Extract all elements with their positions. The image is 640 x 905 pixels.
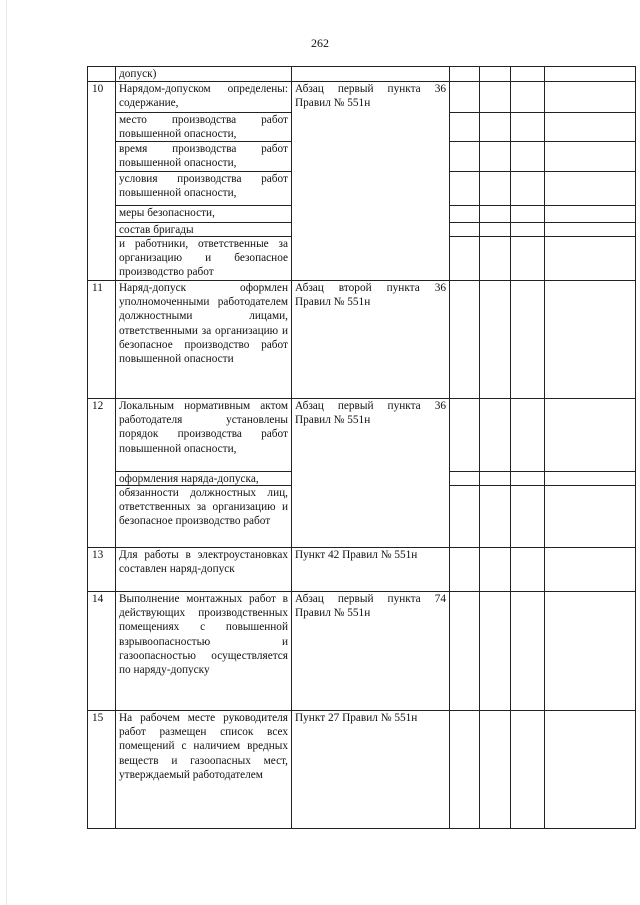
requirement-text: Локальным нормативным актом работодателя установлены порядок производства работ повышенной опасности, <box>116 399 291 472</box>
answer-na-cell[interactable] <box>511 711 545 829</box>
answer-no-subcell[interactable] <box>480 142 510 172</box>
note-subcell[interactable] <box>545 113 635 142</box>
table-row <box>88 281 636 399</box>
answer-no-subcell[interactable] <box>480 281 510 398</box>
answer-yes-subcell[interactable] <box>450 67 479 81</box>
answer-na-subcell[interactable] <box>511 82 544 113</box>
answer-no-subcell[interactable] <box>480 711 510 828</box>
answer-na-subcell[interactable] <box>511 142 544 172</box>
note-cell[interactable] <box>545 592 636 711</box>
note-subcell[interactable] <box>545 592 635 710</box>
row-number: 11 <box>88 281 116 399</box>
answer-yes-subcell[interactable] <box>450 548 479 591</box>
requirement-text: Выполнение монтажных работ в действующих производственных помещениях с повышенной взрывоопасностью и газоопасностью осуществляется по наряду-допуску <box>119 593 288 677</box>
row-number: 14 <box>88 592 116 711</box>
answer-no-subcell[interactable] <box>480 172 510 206</box>
table-row <box>88 592 636 711</box>
legal-reference: Пункт 42 Правил № 551н <box>292 548 450 592</box>
legal-reference <box>292 67 450 82</box>
answer-no-subcell[interactable] <box>480 113 510 142</box>
requirement-cell <box>116 399 292 548</box>
answer-na-cell[interactable] <box>511 548 545 592</box>
requirement-text: меры безопасности, <box>116 206 291 223</box>
answer-na-cell[interactable] <box>511 281 545 399</box>
answer-no-subcell[interactable] <box>480 486 510 547</box>
row-number: 10 <box>88 82 116 281</box>
answer-yes-subcell[interactable] <box>450 592 479 710</box>
note-subcell[interactable] <box>545 223 635 237</box>
answer-no-cell[interactable] <box>480 82 511 281</box>
answer-na-subcell[interactable] <box>511 548 544 591</box>
answer-yes-subcell[interactable] <box>450 82 479 113</box>
note-cell[interactable] <box>545 281 636 399</box>
answer-na-subcell[interactable] <box>511 67 544 81</box>
table-row <box>88 82 636 281</box>
row-number: 13 <box>88 548 116 592</box>
answer-no-subcell[interactable] <box>480 399 510 472</box>
answer-no-subcell[interactable] <box>480 548 510 591</box>
note-subcell[interactable] <box>545 67 635 81</box>
note-subcell[interactable] <box>545 711 635 828</box>
answer-yes-subcell[interactable] <box>450 206 479 223</box>
answer-na-subcell[interactable] <box>511 113 544 142</box>
legal-reference: Абзац второй пункта 36 Правил № 551н <box>292 281 450 399</box>
row-number: 15 <box>88 711 116 829</box>
note-subcell[interactable] <box>545 172 635 206</box>
answer-yes-subcell[interactable] <box>450 281 479 398</box>
answer-yes-cell[interactable] <box>450 711 480 829</box>
answer-na-cell[interactable] <box>511 399 545 548</box>
answer-yes-subcell[interactable] <box>450 472 479 486</box>
answer-na-subcell[interactable] <box>511 237 544 280</box>
answer-no-cell[interactable] <box>480 711 511 829</box>
table-row <box>88 548 636 592</box>
answer-no-cell[interactable] <box>480 281 511 399</box>
answer-no-subcell[interactable] <box>480 472 510 486</box>
answer-na-subcell[interactable] <box>511 592 544 710</box>
requirement-text: На рабочем месте руководителя работ размещен список всех помещений с наличием вредных веществ и газоопасных мест, утверждаемый работодателем <box>119 712 288 781</box>
requirement-text: условия производства работ повышенной опасности, <box>116 172 291 206</box>
row-number: 12 <box>88 399 116 548</box>
requirement-text: оформления наряда-допуска, <box>116 472 291 486</box>
answer-na-subcell[interactable] <box>511 172 544 206</box>
note-subcell[interactable] <box>545 281 635 398</box>
requirement-text: Нарядом-допуском определены: содержание, <box>116 82 291 113</box>
answer-na-subcell[interactable] <box>511 206 544 223</box>
checklist-table <box>87 66 636 829</box>
table-row <box>88 399 636 548</box>
answer-na-cell[interactable] <box>511 592 545 711</box>
answer-na-subcell[interactable] <box>511 399 544 472</box>
requirement-text: время производства работ повышенной опасности, <box>116 142 291 172</box>
legal-reference: Пункт 27 Правил № 551н <box>292 711 450 829</box>
answer-na-subcell[interactable] <box>511 223 544 237</box>
answer-yes-subcell[interactable] <box>450 223 479 237</box>
requirement-cell <box>116 82 292 281</box>
answer-na-cell[interactable] <box>511 67 545 82</box>
note-subcell[interactable] <box>545 237 635 280</box>
requirement-cell <box>116 592 292 711</box>
answer-yes-subcell[interactable] <box>450 172 479 206</box>
note-subcell[interactable] <box>545 399 635 472</box>
requirement-text: обязанности должностных лиц, ответственных за организацию и безопасное производство работ <box>119 487 288 528</box>
answer-yes-subcell[interactable] <box>450 399 479 472</box>
note-cell[interactable] <box>545 399 636 548</box>
requirement-cell <box>116 281 292 399</box>
note-subcell[interactable] <box>545 142 635 172</box>
requirement-text: состав бригады <box>116 223 291 237</box>
answer-yes-subcell[interactable] <box>450 486 479 547</box>
answer-no-cell[interactable] <box>480 592 511 711</box>
requirement-text: и работники, ответственные за организацию и безопасное производство работ <box>119 238 288 279</box>
table-row <box>88 711 636 829</box>
note-subcell[interactable] <box>545 486 635 547</box>
requirement-text: Для работы в электроустановках составлен наряд-допуск <box>119 549 288 576</box>
table-row <box>88 67 636 82</box>
page-number: 262 <box>311 36 329 50</box>
answer-yes-cell[interactable] <box>450 548 480 592</box>
answer-no-cell[interactable] <box>480 67 511 82</box>
answer-no-subcell[interactable] <box>480 237 510 280</box>
answer-yes-subcell[interactable] <box>450 113 479 142</box>
answer-yes-subcell[interactable] <box>450 711 479 828</box>
note-cell[interactable] <box>545 67 636 82</box>
answer-no-subcell[interactable] <box>480 223 510 237</box>
note-cell[interactable] <box>545 711 636 829</box>
answer-yes-cell[interactable] <box>450 67 480 82</box>
answer-yes-cell[interactable] <box>450 399 480 548</box>
answer-no-subcell[interactable] <box>480 592 510 710</box>
legal-reference: Абзац первый пункта 36 Правил № 551н <box>292 399 450 548</box>
answer-no-cell[interactable] <box>480 399 511 548</box>
answer-no-cell[interactable] <box>480 548 511 592</box>
answer-no-subcell[interactable] <box>480 82 510 113</box>
answer-na-subcell[interactable] <box>511 486 544 547</box>
answer-yes-cell[interactable] <box>450 281 480 399</box>
requirement-cell <box>116 711 292 829</box>
answer-yes-cell[interactable] <box>450 592 480 711</box>
answer-na-subcell[interactable] <box>511 281 544 398</box>
note-subcell[interactable] <box>545 206 635 223</box>
scan-margin-line <box>6 0 7 905</box>
legal-reference: Абзац первый пункта 36 Правил № 551н <box>292 82 450 281</box>
answer-na-cell[interactable] <box>511 82 545 281</box>
note-subcell[interactable] <box>545 548 635 591</box>
requirement-cell <box>116 548 292 592</box>
answer-yes-cell[interactable] <box>450 82 480 281</box>
answer-na-subcell[interactable] <box>511 711 544 828</box>
note-subcell[interactable] <box>545 472 635 486</box>
requirement-text: место производства работ повышенной опасности, <box>116 113 291 142</box>
requirement-cell <box>116 67 292 82</box>
note-cell[interactable] <box>545 82 636 281</box>
requirement-text: допуск) <box>119 68 157 80</box>
row-number <box>88 67 116 82</box>
answer-na-subcell[interactable] <box>511 472 544 486</box>
note-subcell[interactable] <box>545 82 635 113</box>
requirement-text: Наряд-допуск оформлен уполномоченными работодателем должностными лицами, ответственными за организацию и безопасное производство работ повышенной опасности <box>119 282 288 366</box>
legal-reference: Абзац первый пункта 74 Правил № 551н <box>292 592 450 711</box>
answer-no-subcell[interactable] <box>480 67 510 81</box>
answer-no-subcell[interactable] <box>480 206 510 223</box>
answer-yes-subcell[interactable] <box>450 142 479 172</box>
answer-yes-subcell[interactable] <box>450 237 479 280</box>
note-cell[interactable] <box>545 548 636 592</box>
